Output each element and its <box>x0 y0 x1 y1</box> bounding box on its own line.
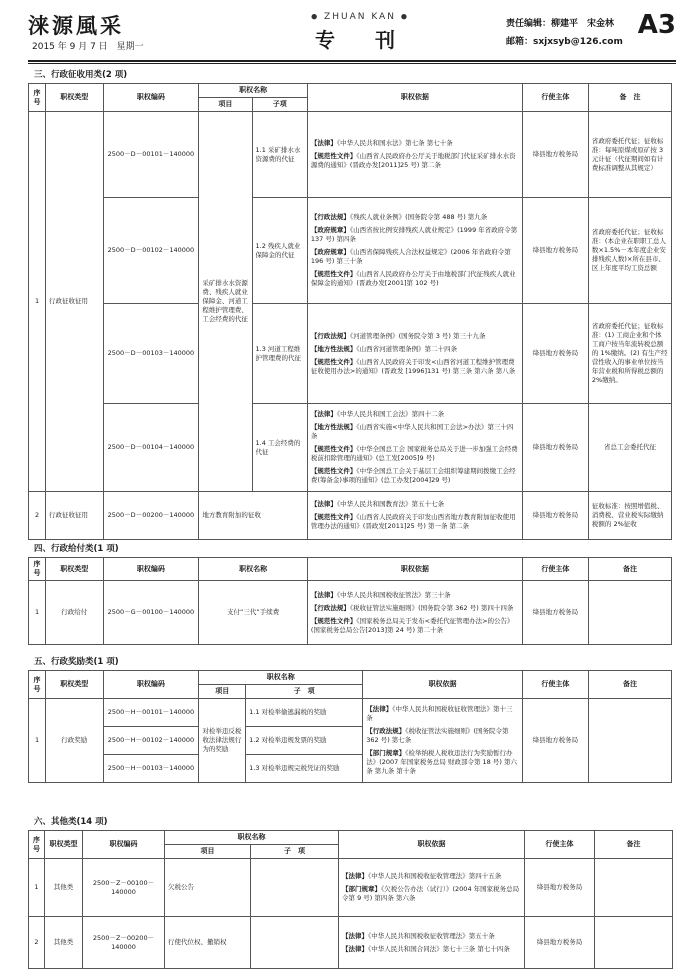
col-name: 职权名称 <box>199 84 308 98</box>
table-row <box>29 699 672 727</box>
cell-sub: 1.1 采矿排水水资源费的代征 <box>252 112 307 198</box>
section-title: 专 刊 <box>315 28 405 52</box>
cell-code: 2500－D－00103－140000 <box>103 304 199 404</box>
col-type: 职权类型 <box>46 84 103 112</box>
col-basis: 职权依据 <box>339 831 525 859</box>
cell-basis: 【法律】《中华人民共和国税收征管法》第三十条 【行政法规】《税收征管法实施细则》(国务院令第 362 号) 第四十四条 【规范性文件】《国家税务总局关于发布<委托代征管理办法>的公告》(国家税务总局公告[2013]第 24 号) 第二十条 <box>307 581 522 645</box>
cell-code: 2500－D－00101－140000 <box>103 112 199 198</box>
section-3-title: 三、行政征收用类(2 项) <box>34 70 128 80</box>
cell-no: 1 <box>29 859 45 917</box>
col-no: 序号 <box>29 831 45 859</box>
col-body: 行使主体 <box>522 84 588 112</box>
cell-note <box>588 581 671 645</box>
cell-code: 2500－G－00100－140000 <box>103 581 199 645</box>
cell-body: 绛县地方税务局 <box>525 859 595 917</box>
table-row <box>29 492 672 540</box>
cell-note: 省政府委托代征；征收标准：(本企业在职职工总人数×1.5%－本年度企业安排残疾人数)×所在县市、区上年度平均工资总额 <box>588 198 671 304</box>
col-basis: 职权依据 <box>307 84 522 112</box>
cell-item: 地方教育附加的征收 <box>199 492 308 540</box>
cell-note <box>588 699 671 783</box>
cell-basis: 【法律】《中华人民共和国税收征收管理法》第十三条 【行政法规】《税收征管法实施细则》(国务院令第 362 号) 第七条 【部门规章】《检举纳税人税收违法行为奖励暂行办法》(2007 年国家税务总局 财政部令第 18 号) 第六条 第九条 第十条 <box>363 699 523 783</box>
cell-no: 1 <box>29 699 46 783</box>
col-sub: 子 项 <box>251 845 339 859</box>
cell-body: 绛县地方税务局 <box>522 404 588 492</box>
cell-type: 行政奖励 <box>46 699 103 783</box>
table-row <box>29 304 672 404</box>
cell-type: 行政征收征用 <box>46 492 103 540</box>
cell-body: 绛县地方税务局 <box>522 112 588 198</box>
cell-note: 省总工会委托代征 <box>588 404 671 492</box>
masthead-rule <box>28 60 676 62</box>
email-line: 邮箱：sxjxsyb@126.com <box>506 37 623 47</box>
col-item: 项目 <box>199 685 246 699</box>
col-basis: 职权依据 <box>307 558 522 581</box>
cell-no: 1 <box>29 112 46 492</box>
table-header-row <box>29 558 672 581</box>
table-row <box>29 859 673 917</box>
col-sub: 子 项 <box>246 685 363 699</box>
cell-type: 其他类 <box>45 859 83 917</box>
table-row <box>29 581 672 645</box>
table-header-row <box>29 84 672 98</box>
table-row <box>29 198 672 304</box>
cell-sub: 1.2 残疾人就业保障金的代征 <box>252 198 307 304</box>
cell-body: 绛县地方税务局 <box>522 699 588 783</box>
col-basis: 职权依据 <box>363 671 523 699</box>
table-section-6 <box>28 830 673 969</box>
cell-item: 行使代位权、撤销权 <box>165 917 251 969</box>
col-type: 职权类型 <box>46 558 103 581</box>
cell-no: 2 <box>29 917 45 969</box>
cell-sub: 1.3 河道工程维护管理费的代征 <box>252 304 307 404</box>
cell-code: 2500－D－00104－140000 <box>103 404 199 492</box>
section-5-title: 五、行政奖励类(1 项) <box>34 657 119 667</box>
masthead-rule-thin <box>28 63 676 64</box>
cell-code: 2500－H－00103－140000 <box>103 755 199 783</box>
col-name: 职权名称 <box>199 558 308 581</box>
cell-basis: 【法律】《中华人民共和国税收征收管理法》第五十条 【法律】《中华人民共和国合同法》第七十三条 第七十四条 <box>339 917 525 969</box>
col-type: 职权类型 <box>46 671 103 699</box>
newspaper-brand: 涞源風采 <box>28 13 124 38</box>
page-number: A3 <box>637 10 676 40</box>
issue-date: 2015 年 9 月 7 日 星期一 <box>32 42 144 52</box>
cell-sub: 1.4 工会经费的代征 <box>252 404 307 492</box>
cell-code: 2500－Z－00100－140000 <box>83 859 165 917</box>
cell-sub: 1.1 对检举偷逃漏税的奖励 <box>246 699 363 727</box>
col-sub: 子项 <box>252 98 307 112</box>
cell-basis: 【行政法规】《河道管理条例》(国务院令第 3 号) 第三十九条 【地方性法规】《山西省河道管理条例》第二十四条 【规范性文件】《山西省人民政府关于印发<山西省河道工程维护管理费征收使用办法>的通知》(晋政发 [1996]131 号) 第三条 第六条 第八条 <box>307 304 522 404</box>
table-section-5 <box>28 670 672 783</box>
cell-note <box>595 859 673 917</box>
section-en-text: ZHUAN KAN <box>324 12 396 22</box>
cell-no: 1 <box>29 581 46 645</box>
section-4-title: 四、行政给付类(1 项) <box>34 544 119 554</box>
cell-item: 对检举违反税收法律法规行为的奖励 <box>199 699 246 783</box>
col-code: 职权编码 <box>103 84 199 112</box>
cell-sub <box>251 917 339 969</box>
col-body: 行使主体 <box>525 831 595 859</box>
cell-basis: 【法律】《中华人民共和国工会法》第四十二条 【地方性法规】《山西省实施<中华人民共和国工会法>办法》第三十四条 【规范性文件】《中华全国总工会 国家税务总局关于进一步加强工会经费税前扣除管理的通知》(总工发[2005]9 号) 【规范性文件】《中华全国总工会关于基层工会组织筹建期间拨缴工会经费(筹备金)事项的通知》(总工办发[2004]29 号) <box>307 404 522 492</box>
col-note: 备 注 <box>588 84 671 112</box>
cell-item: 采矿排水水资源费、残疾人就业保障金、河道工程维护管理费、工会经费的代征 <box>199 112 252 492</box>
cell-type: 其他类 <box>45 917 83 969</box>
cell-note: 征收标准：按照增值税、消费税、营业税实际缴纳税额的 2%征收 <box>588 492 671 540</box>
cell-note: 省政府委托代征；征收标准：每吨原煤或原矿按 3 元计征（代征期间如有计费标准调整从其规定） <box>588 112 671 198</box>
cell-basis: 【行政法规】《残疾人就业条例》(国务院令第 488 号) 第九条 【政府规章】《山西省按比例安排残疾人就业规定》(1999 年省政府令第 137 号) 第四条 【政府规章】《山西省保障残疾人合法权益规定》(2006 年省政府令第 196 号) 第三十条 【规范性文件】《山西省人民政府办公厅关于由地税部门代征残疾人就业保障金的通知》(晋政办发[2001]第 102 号) <box>307 198 522 304</box>
col-item: 项目 <box>165 845 251 859</box>
col-type: 职权类型 <box>45 831 83 859</box>
section-6-title: 六、其他类(14 项) <box>34 817 108 827</box>
table-row <box>29 404 672 492</box>
col-name: 职权名称 <box>165 831 339 845</box>
cell-sub: 1.2 对检举违规发票的奖励 <box>246 727 363 755</box>
cell-sub: 1.3 对检举违规完税凭证的奖励 <box>246 755 363 783</box>
cell-code: 2500－Z－00200－140000 <box>83 917 165 969</box>
col-item: 项目 <box>199 98 252 112</box>
cell-code: 2500－H－00102－140000 <box>103 727 199 755</box>
col-code: 职权编码 <box>103 558 199 581</box>
cell-type: 行政征收征用 <box>46 112 103 492</box>
col-name: 职权名称 <box>199 671 363 685</box>
cell-item: 欠税公告 <box>165 859 251 917</box>
cell-code: 2500－D－00102－140000 <box>103 198 199 304</box>
cell-body: 绛县地方税务局 <box>525 917 595 969</box>
cell-sub <box>251 859 339 917</box>
cell-body: 绛县地方税务局 <box>522 492 588 540</box>
col-note: 备注 <box>588 558 671 581</box>
table-section-4 <box>28 557 672 645</box>
cell-body: 绛县地方税务局 <box>522 581 588 645</box>
section-en-label: ● ZHUAN KAN ● <box>311 12 409 22</box>
col-body: 行使主体 <box>522 671 588 699</box>
col-body: 行使主体 <box>522 558 588 581</box>
cell-body: 绛县地方税务局 <box>522 304 588 404</box>
col-no: 序号 <box>29 671 46 699</box>
col-note: 备注 <box>595 831 673 859</box>
masthead <box>28 6 676 58</box>
table-header-row <box>29 671 672 685</box>
cell-note <box>595 917 673 969</box>
cell-basis: 【法律】《中华人民共和国水法》第七条 第七十条 【规范性文件】《山西省人民政府办公厅关于地税部门代征采矿排水水资源费的通知》(晋政办发[2011]25 号) 第二条 <box>307 112 522 198</box>
cell-name: 支付“三代”手续费 <box>199 581 308 645</box>
col-code: 职权编码 <box>103 671 199 699</box>
cell-basis: 【法律】《中华人民共和国教育法》第五十七条 【规范性文件】《山西省人民政府关于印发山西省地方教育附加征收使用管理办法的通知》(晋政发[2011]25 号) 第一条 第二条 <box>307 492 522 540</box>
cell-note: 省政府委托代征；征收标准：(1) 工商企业和个体工商户按当年流转税总额的 1%缴纳。(2) 有生产经营性收入的事业单位按当年营业税和所得税总额的 2%缴纳。 <box>588 304 671 404</box>
col-no: 序号 <box>29 84 46 112</box>
cell-type: 行政给付 <box>46 581 103 645</box>
table-header-row <box>29 831 673 845</box>
col-no: 序号 <box>29 558 46 581</box>
cell-body: 绛县地方税务局 <box>522 198 588 304</box>
table-section-3 <box>28 83 672 540</box>
editors-line: 责任编辑：柳建平 宋金林 <box>506 19 615 29</box>
cell-code: 2500－D－00200－140000 <box>103 492 199 540</box>
table-row <box>29 917 673 969</box>
col-code: 职权编码 <box>83 831 165 859</box>
cell-code: 2500－H－00101－140000 <box>103 699 199 727</box>
table-row <box>29 112 672 198</box>
cell-basis: 【法律】《中华人民共和国税收征收管理法》第四十五条 【部门规章】《欠税公告办法（试行）》(2004 年国家税务总局令第 9 号) 第四条 第六条 <box>339 859 525 917</box>
col-note: 备注 <box>588 671 671 699</box>
cell-no: 2 <box>29 492 46 540</box>
